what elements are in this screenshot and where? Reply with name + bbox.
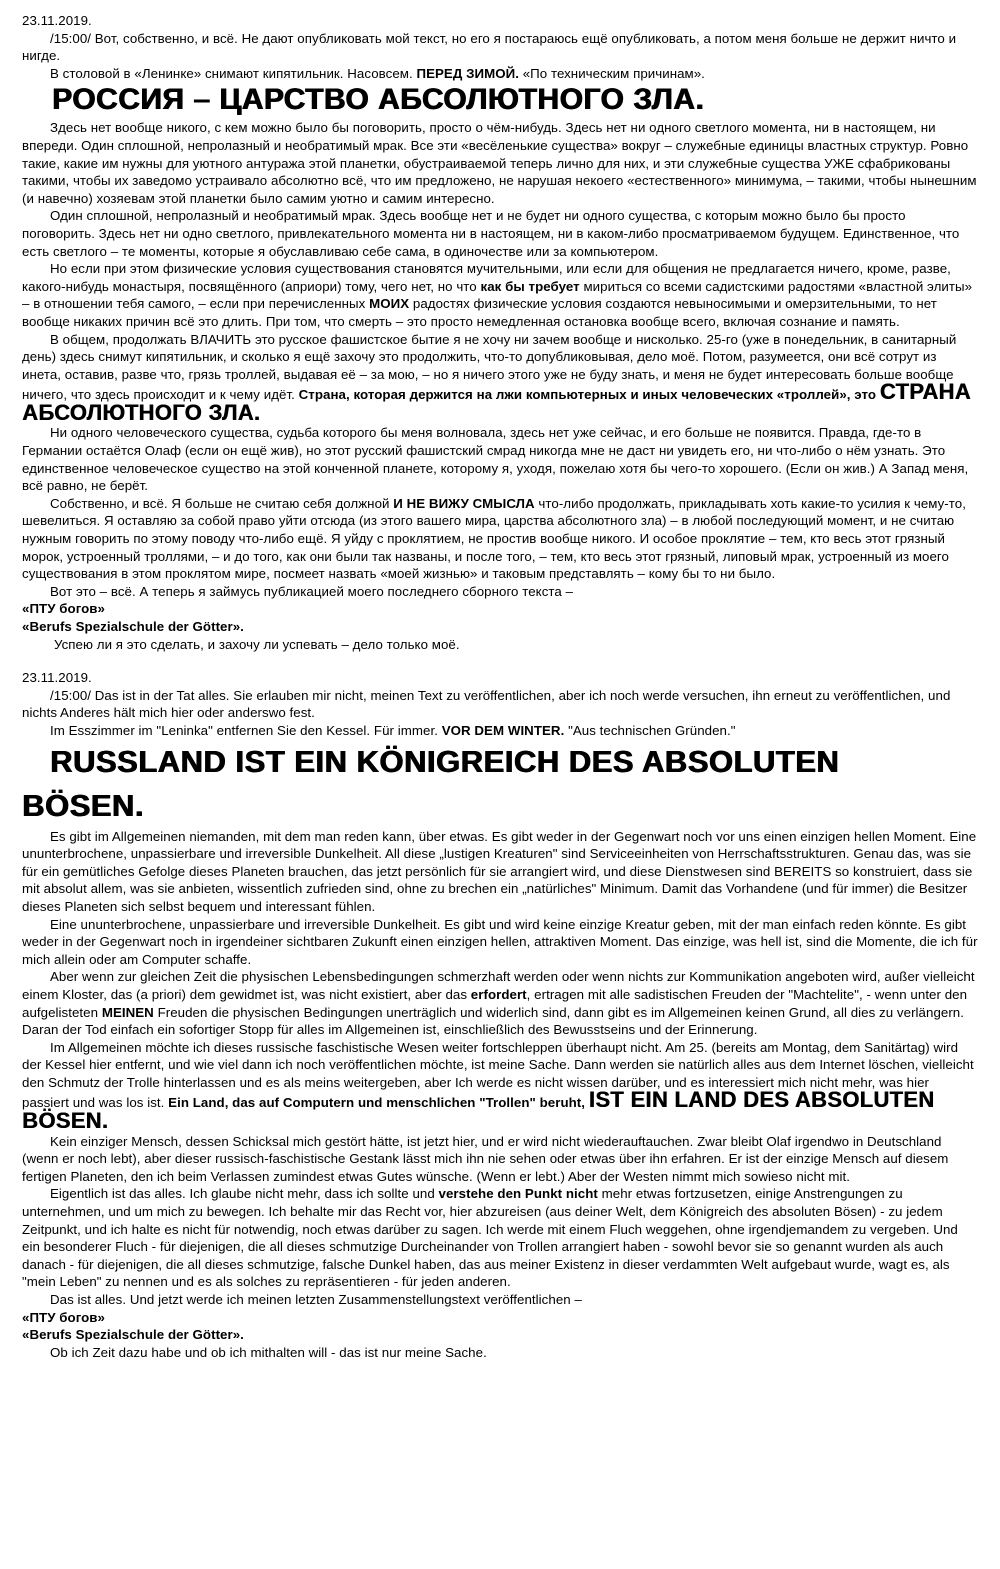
ru-p5-bold-1: как бы требует [480,278,580,294]
ru-p6-text-c: , это [846,387,880,403]
de-p6-bold: Ein Land, das auf Computern und menschlichen "Trollen" beruht [168,1095,582,1111]
ru-paragraph-5 [22,260,978,330]
de-paragraph-3: Es gibt im Allgemeinen niemanden, mit dem man reden kann, über etwas. Es gibt weder in der Gegenwart noch vor uns einen einzigen hellen Moment. Eine ununterbrochene, unpassierbare und irreversible Dunkelheit. All diese „lustigen Kreaturen" sind Serviceeinheiten von Herrschaftsstrukturen. Genau das, was sie für ein gemütliches Gefolge dieses Planeten brauchen, das jetzt persönlich für sie arrangiert wird, und diese Dienstwesen sind BEREITS so konstruiert, dass sie mit absolut allem, was sie anbieten, wissentlich zufrieden sind, ohne zu brechen ein „natürliches" Minimum. Damit das Vorhandene (und für immer) die Besitzer dieses Planeten sich selbst bequem und interessant fühlen. [22,828,977,914]
ru-paragraph-6 [22,331,978,425]
de-title-1 [22,1309,978,1327]
de-date: 23.11.2019. [22,670,92,686]
ru-p6-text-a: В общем, продолжать ВЛАЧИТЬ это русское фашистское бытие я не хочу ни зачем вообще и нисколько. 25-го (уже в понедельник, в санитарный день) здесь снимут кипятильник, и сколько я ещё захочу это продолжить, что-то допубликовывая, дело моё. Потом, разумеется, они всё сотрут из инета, оставив, разве что, грязь троллей, выдавая её – за мою, – но я ничего этого уже не буду знать, и меня не будет интересовать больше вообще ничего, что здесь происходит и к чему идёт. [22,331,957,403]
de-p5-text-e: Freuden die physischen Bedingungen unerträglich und widerlich sind, dann gibt es im Allgemeinen keinen Grund, all dies zu verlängern. Daran der Tod einfach ein sofortiger Stopp für alles im Allgemeinen ist, einschließlich des Bewusstseins und der Erinnerung. [22,1004,965,1038]
ru-title-2 [22,618,978,636]
de-paragraph-4: Eine ununterbrochene, unpassierbare und irreversible Dunkelheit. Es gibt und wird keine einzige Kreatur geben, mit der man einfach reden könnte. Es gibt weder in der Gegenwart noch in irgendeiner sichtbaren Zukunft einen einzigen hellen, attraktiven Moment. Das einzige, was hell ist, sind die Momente, die ich für mich allein oder am Computer schaffe. [22,916,978,967]
de-p5-bold-2: MEINEN [101,1004,154,1020]
ru-p5-text-a: Но если при этом физические условия существования становятся мучительными, или если для общения не предлагается ничего, кроме, разве, какого-нибудь монастыря, посвящённого (априори) тому, чего нет, но что [22,261,951,294]
ru-p2-text-c: «По техническим причинам». [518,65,705,81]
ru-paragraph-8 [22,495,978,583]
ru-p5-text-e: радостях физические условия создаются невыносимыми и омерзительными, то нет вообще никаких причин всё это длить. При том, что смерть – это просто немедленная остановка вообще всего, включая сознание и память. [22,296,937,329]
de-paragraph-5 [22,968,978,1038]
ru-title-1-text: «ПТУ богов» [22,601,105,617]
de-paragraph-2 [22,722,978,740]
de-paragraph-9: Das ist alles. Und jetzt werde ich meinen letzten Zusammenstellungstext veröffentlichen – [50,1292,582,1307]
de-title-2 [22,1326,978,1344]
de-headline-line-2: BÖSEN. [22,787,144,823]
de-p8-text-c: mehr etwas fortzusetzen, einige Anstrengungen zu unternehmen, und um mich zu bewegen. Ich behalte mir das Recht vor, hier abzureisen (aus deiner Welt, dem Königreich des absoluten Bösen) - zu jedem Zeitpunkt, und ich halte es nicht für notwendig, noch etwas darüber zu sagen. Ich werde mit einem Fluch weggehen, ohne irgendjemandem zu vergeben. Und ein besonderer Fluch - für diejenigen, die all dieses schmutzige Durcheinander von Trollen arrangiert haben - sowohl bevor sie so genannt wurden als auch danach - für diejenigen, die all dieses schmutzige, falsche Dunkel haben, das aus meiner Existenz in dieser verdammten Welt aufgebaut wurde, wagt es, als "mein Leben" zu nennen und es als solches zu repräsentieren - für jeden anderen. [22,1186,958,1290]
de-p6-text-c: , [581,1095,589,1111]
russian-section [22,12,978,653]
de-paragraph-6 [22,1039,978,1133]
de-p5-text-c: , ertragen mit alle sadistischen Freuden der "Machtelite", - wenn unter den aufgelisteten [22,986,968,1020]
de-paragraph-7: Kein einziger Mensch, dessen Schicksal mich gestört hätte, ist jetzt hier, und er wird nicht wiederauftauchen. Zwar bleibt Olaf irgendwo in Deutschland (wenn er noch lebt), aber dieser russisch-faschistische Gestank lässt mich ihn nie sehen oder etwas über ihn erfahren. Er ist der einzige Mensch auf diesem fertigen Planeten, den ich beim Verlassen zumindest etwas Gutes wünsche. (Wenn er lebt.) Aber der Westen nimmt mich sowieso nicht mit. [22,1133,949,1184]
ru-p8-text-a: Собственно, и всё. Я больше не считаю себя должной [50,495,394,511]
ru-headline: РОССИЯ – ЦАРСТВО АБСОЛЮТНОГО ЗЛА. [52,83,705,117]
de-p2-bold: VOR DEM WINTER. [441,722,565,738]
de-headline [22,740,978,828]
ru-p8-text-c: что-либо продолжать, прикладывать хоть какие-то усилия к чему-то, шевелиться. Я оставляю за собой право уйти отсюда (из этого вашего мира, царства абсолютного зла) – в любой последующий момент, и не считаю нужным говорить по этому поводу что-либо ещё. Я уйду с проклятием, не простив вообще никого. И особое проклятие – тем, кто весь этот грязный морок, устроенный троллями, – и до того, как они были так названы, и после того, – тем, кто весь этот грязный, липовый мрак, устроенный из моего существования в этом проклятом мире, посмеет назвать «моей жизнью» и таковым представлять – кому бы то ни было. [22,495,966,582]
de-paragraph-8 [22,1185,978,1291]
de-p2-text-c: "Aus technischen Gründen." [564,722,736,738]
de-p8-bold: verstehe den Punkt nicht [438,1186,598,1202]
ru-p5-text-c: мириться со всеми садистскими радостями «властной элиты» – в отношении тебя самого, – если при перечисленных [22,278,973,312]
ru-p6-bold: Страна, которая держится на лжи компьютерных и иных человеческих «троллей» [298,387,847,403]
ru-paragraph-3: Здесь нет вообще никого, с кем можно было бы поговорить, просто о чём-нибудь. Здесь нет ни одного светлого момента, ни в настоящем, ни впереди. Один сплошной, непролазный и необратимый мрак. Все эти «весёленькие существа» вокруг – служебные единицы властных структур. Ровно такие, какие им нужны для уютного антуража этой планетки, обустраиваемой теперь лично для них, и эти служебные существа УЖЕ сфабрикованы такими, чтобы их заведомо устраивало абсолютно всё, что им предложено, не нарушая некоего «естественного» минимума, – такими, чтобы нынешним (и навечно) хозяевам этой планетки было самим уютно и самим интересно. [22,120,977,206]
ru-date: 23.11.2019. [22,13,92,28]
ru-title-2-text: «Berufs Spezialschule der Götter». [22,619,244,634]
ru-p8-bold: И НЕ ВИЖУ СМЫСЛА [393,495,535,511]
de-p5-bold-1: erfordert [470,986,527,1002]
ru-paragraph-4: Один сплошной, непролазный и необратимый мрак. Здесь вообще нет и не будет ни одного существа, с которым можно было бы просто поговорить. Здесь нет ни одно светлого, привлекательного момента ни в настоящем, ни в каком-либо просматриваемом будущем. Единственное, что есть светлого – те моменты, которые я обуславливаю себе сама, в одиночестве или за компьютером. [22,208,960,259]
ru-paragraph-7: Ни одного человеческого существа, судьба которого бы меня волновала, здесь нет уже сейчас, и его больше не появится. Правда, где-то в Германии остаётся Олаф (если он ещё жив), но этот русский фашистский смрад никогда мне не даст ни увидеть его, ни что-либо о нём узнать. Это единственное человеческое существо на этой конченной планете, которому я, уходя, пожелаю хотя бы чего-то хорошего. (Если он жив.) А Запад меня, всё равно, не берёт. [22,425,969,494]
de-p6-big-title: IST EIN LAND DES ABSOLUTEN BÖSEN. [22,1087,935,1134]
german-section [22,669,978,1361]
de-title-1-text: «ПТУ богов» [22,1309,105,1325]
de-p5-text-a: Aber wenn zur gleichen Zeit die physischen Lebensbedingungen schmerzhaft werden oder wenn nichts zur Kommunikation angeboten wird, außer vielleicht einem Kloster, das (a priori) dem gewidmet ist, was nicht existiert, aber das [22,969,975,1002]
de-p8-text-a: Eigentlich ist das alles. Ich glaube nicht mehr, dass ich sollte und [50,1186,439,1202]
ru-title-1 [22,600,978,618]
ru-p5-bold-2: МОИХ [369,296,410,312]
ru-paragraph-2 [22,65,978,83]
de-paragraph-1: /15:00/ Das ist in der Tat alles. Sie erlauben mir nicht, meinen Text zu veröffentlichen, aber ich noch werde versuchen, ihn erneut zu veröffentlichen, und nichts Anderes hält mich hier oder anderswo fest. [22,687,951,721]
de-p2-text-a: Im Esszimmer im "Leninka" entfernen Sie den Kessel. Für immer. [50,722,442,738]
ru-p6-big-title: СТРАНА АБСОЛЮТНОГО ЗЛА. [22,379,971,425]
ru-p2-text-a: В столовой в «Ленинке» снимают кипятильник. Насовсем. [50,65,417,81]
ru-paragraph-10: Успею ли я это сделать, и захочу ли успевать – дело только моё. [54,636,460,652]
ru-paragraph-9: Вот это – всё. А теперь я займусь публикацией моего последнего сборного текста – [50,583,574,599]
de-paragraph-10: Ob ich Zeit dazu habe und ob ich mithalten will - das ist nur meine Sache. [50,1344,487,1360]
de-title-2-text: «Berufs Spezialschule der Götter». [22,1327,244,1343]
de-headline-line-1: RUSSLAND IST EIN KÖNIGREICH DES ABSOLUTEN [50,743,840,779]
ru-p2-bold: ПЕРЕД ЗИМОЙ. [416,65,519,81]
de-p6-text-a: Im Allgemeinen möchte ich dieses russische faschistische Wesen weiter fortschleppen überhaupt nicht. Am 25. (bereits am Montag, dem Sanitärtag) wird der Kessel hier entfernt, und wie viel dann ich noch veröffentlichen möchte, ist meine Sache. Dann werden sie natürlich alles aus dem Internet löschen, vielleicht den Schmutz der Trolle hinterlassen und es als meins weitergeben, aber Ich werde es nicht wissen darüber, und es interessiert mich nicht mehr, was hier passiert und was los ist. [22,1039,974,1111]
ru-paragraph-1: /15:00/ Вот, собственно, и всё. Не дают опубликовать мой текст, но его я постараюсь ещё опубликовать, а потом меня больше не держит ничто и нигде. [22,30,957,64]
